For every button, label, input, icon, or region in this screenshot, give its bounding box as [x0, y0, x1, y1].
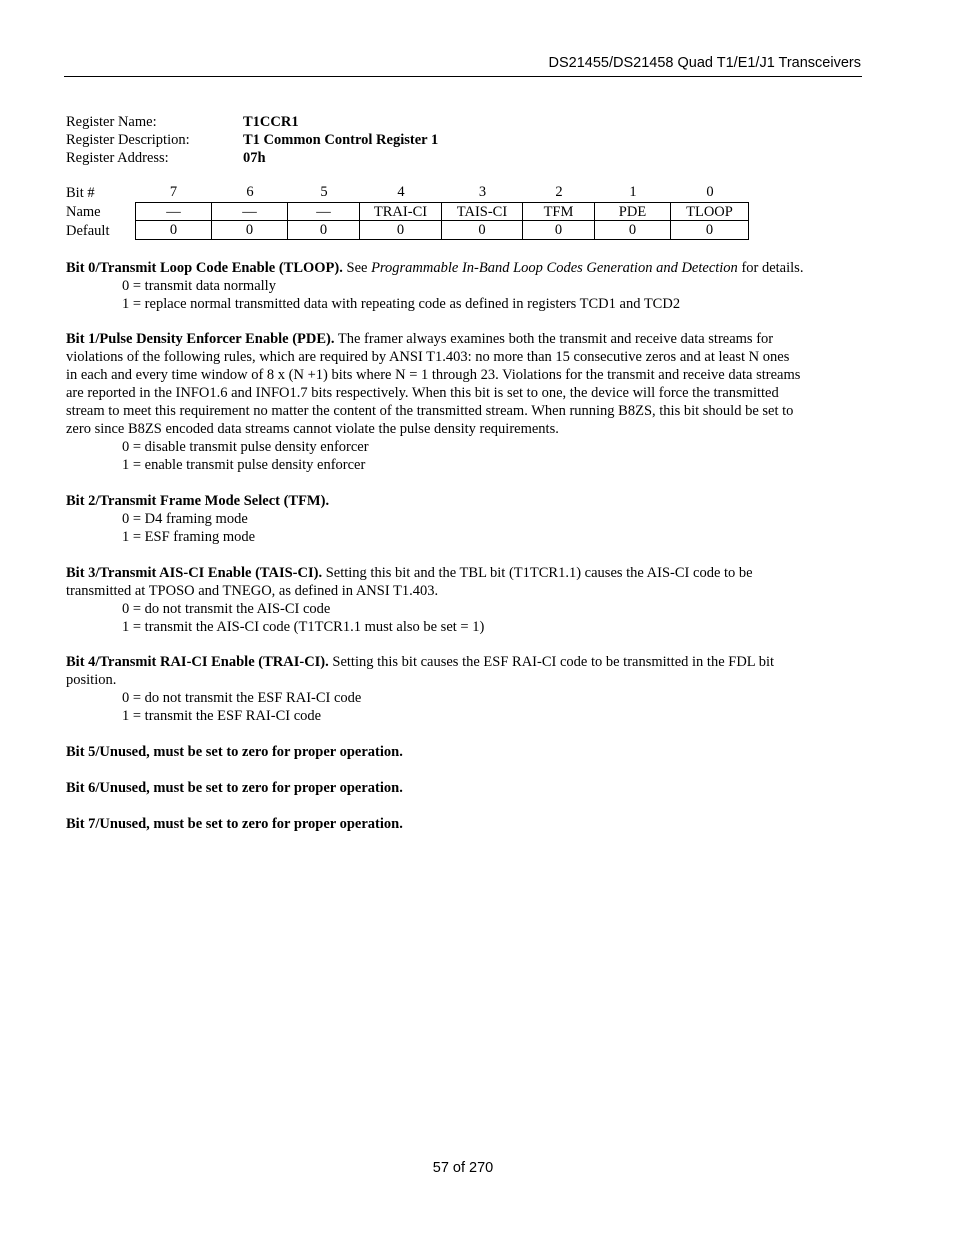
- register-address-label: Register Address:: [66, 150, 169, 166]
- bit-name-label: Name: [66, 203, 101, 220]
- register-description-value: T1 Common Control Register 1: [243, 132, 439, 148]
- bit6-description: [66, 779, 866, 797]
- bit2-option-0: 0 = D4 framing mode: [122, 511, 248, 527]
- bit-number-cell: 2: [555, 184, 563, 200]
- bit-name-cell: TFM: [523, 202, 595, 221]
- bit4-line-1: [66, 653, 866, 671]
- bit-default-label: Default: [66, 222, 110, 239]
- bit3-line-1: [66, 564, 866, 582]
- bit4-description: [66, 653, 866, 725]
- bit4-option-1: 1 = transmit the ESF RAI-CI code: [122, 708, 322, 724]
- bit3-option-0: 0 = do not transmit the AIS-CI code: [122, 601, 331, 617]
- bit4-option-0: 0 = do not transmit the ESF RAI-CI code: [122, 690, 362, 706]
- bit7-description: [66, 815, 866, 833]
- header-title: DS21455/DS21458 Quad T1/E1/J1 Transceivers: [548, 55, 861, 71]
- bit-table: [66, 183, 749, 240]
- bit-name-cell: —: [212, 202, 288, 221]
- bit1-title: Bit 1/Pulse Density Enforcer Enable (PDE).: [66, 331, 335, 347]
- bit1-text-1: The framer always examines both the transmit and receive data streams for: [334, 331, 774, 347]
- register-name-row: [66, 113, 438, 131]
- register-name-label: Register Name:: [66, 114, 157, 130]
- bit1-line-6: zero since B8ZS encoded data streams cannot violate the pulse density requirements.: [66, 421, 559, 437]
- bit3-line-2: transmitted at TPOSO and TNEGO, as defined in ANSI T1.403.: [66, 583, 439, 599]
- bit-default-cell: 0: [212, 221, 288, 240]
- bit1-line-4: are reported in the INFO1.6 and INFO1.7 bits respectively. When this bit is set to one, the device will force the transmitted: [66, 385, 779, 401]
- bit2-description: [66, 492, 866, 546]
- bit0-heading: [66, 259, 866, 277]
- bit3-description: [66, 564, 866, 636]
- bit-number-row: [66, 183, 749, 202]
- bit2-title: Bit 2/Transmit Frame Mode Select (TFM).: [66, 493, 330, 509]
- bit6-title: Bit 6/Unused, must be set to zero for proper operation.: [66, 780, 403, 796]
- bit-number-cell: 1: [629, 184, 637, 200]
- bit-default-cell: 0: [595, 221, 671, 240]
- register-name-value: T1CCR1: [243, 114, 299, 130]
- bit-number-cell: 3: [478, 184, 487, 200]
- bit1-description: [66, 330, 866, 474]
- bit-number-cell: 6: [246, 184, 254, 200]
- bit-default-cell: 0: [135, 221, 212, 240]
- bit-name-cell: PDE: [595, 202, 671, 221]
- register-address-row: [66, 149, 438, 167]
- bit0-option-1: 1 = replace normal transmitted data with repeating code as defined in registers TCD1 and TCD2: [122, 296, 681, 312]
- bit0-description: [66, 259, 866, 313]
- bit1-option-0: 0 = disable transmit pulse density enforcer: [122, 439, 369, 455]
- bit-number-label: Bit #: [66, 184, 95, 201]
- bit-name-cell: —: [288, 202, 360, 221]
- bit1-line-5: stream to meet this requirement no matter the content of the transmitted stream. When running B8ZS, this bit should be set to: [66, 403, 794, 419]
- bit5-description: [66, 743, 866, 761]
- bit1-line-1: [66, 330, 866, 348]
- bit-default-cell: 0: [288, 221, 360, 240]
- bit0-post: for details.: [737, 260, 804, 276]
- bit-default-cell: 0: [523, 221, 595, 240]
- bit4-text-1: Setting this bit causes the ESF RAI-CI code to be transmitted in the FDL bit: [328, 654, 775, 670]
- bit2-option-1: 1 = ESF framing mode: [122, 529, 256, 545]
- bit-default-cell: 0: [360, 221, 442, 240]
- bit-default-cell: 0: [442, 221, 523, 240]
- bit-number-cell: 0: [706, 184, 714, 200]
- bit-number-cell: 7: [169, 184, 178, 200]
- bit3-option-1: 1 = transmit the AIS-CI code (T1TCR1.1 must also be set = 1): [122, 619, 485, 635]
- bit-number-cell: 5: [320, 184, 328, 200]
- page-number: 57 of 270: [432, 1160, 494, 1176]
- bit4-title: Bit 4/Transmit RAI-CI Enable (TRAI-CI).: [66, 654, 329, 670]
- register-description-label: Register Description:: [66, 132, 190, 148]
- bit0-reference-link: Programmable In-Band Loop Codes Generation and Detection: [371, 260, 738, 276]
- bit0-pre: See: [342, 260, 372, 276]
- bit-name-cell: TAIS-CI: [442, 202, 523, 221]
- bit0-option-0: 0 = transmit data normally: [122, 278, 276, 294]
- bit-number-cell: 4: [397, 184, 405, 200]
- bit5-title: Bit 5/Unused, must be set to zero for proper operation.: [66, 744, 403, 760]
- bit-name-cell: TLOOP: [671, 202, 749, 221]
- register-info: [66, 113, 438, 167]
- bit-default-row: [66, 221, 749, 240]
- bit3-text-1: Setting this bit and the TBL bit (T1TCR1.1) causes the AIS-CI code to be: [322, 565, 753, 581]
- bit-default-cell: 0: [671, 221, 749, 240]
- bit-name-cell: —: [135, 202, 212, 221]
- bit7-title: Bit 7/Unused, must be set to zero for proper operation.: [66, 816, 403, 832]
- header-rule: [64, 76, 862, 77]
- bit-name-row: [66, 202, 749, 221]
- register-address-value: 07h: [243, 150, 266, 166]
- bit4-line-2: position.: [66, 672, 117, 688]
- bit1-line-2: violations of the following rules, which are required by ANSI T1.403: no more than 15 consecutive zeros and at least N ones: [66, 349, 790, 365]
- bit-name-cell: TRAI-CI: [360, 202, 442, 221]
- bit3-title: Bit 3/Transmit AIS-CI Enable (TAIS-CI).: [66, 565, 323, 581]
- bit0-title: Bit 0/Transmit Loop Code Enable (TLOOP).: [66, 260, 343, 276]
- register-description-row: [66, 131, 438, 149]
- bit1-option-1: 1 = enable transmit pulse density enforcer: [122, 457, 366, 473]
- bit1-line-3: in each and every time window of 8 x (N +1) bits where N = 1 through 23. Violations for the transmit and receive data streams: [66, 367, 801, 383]
